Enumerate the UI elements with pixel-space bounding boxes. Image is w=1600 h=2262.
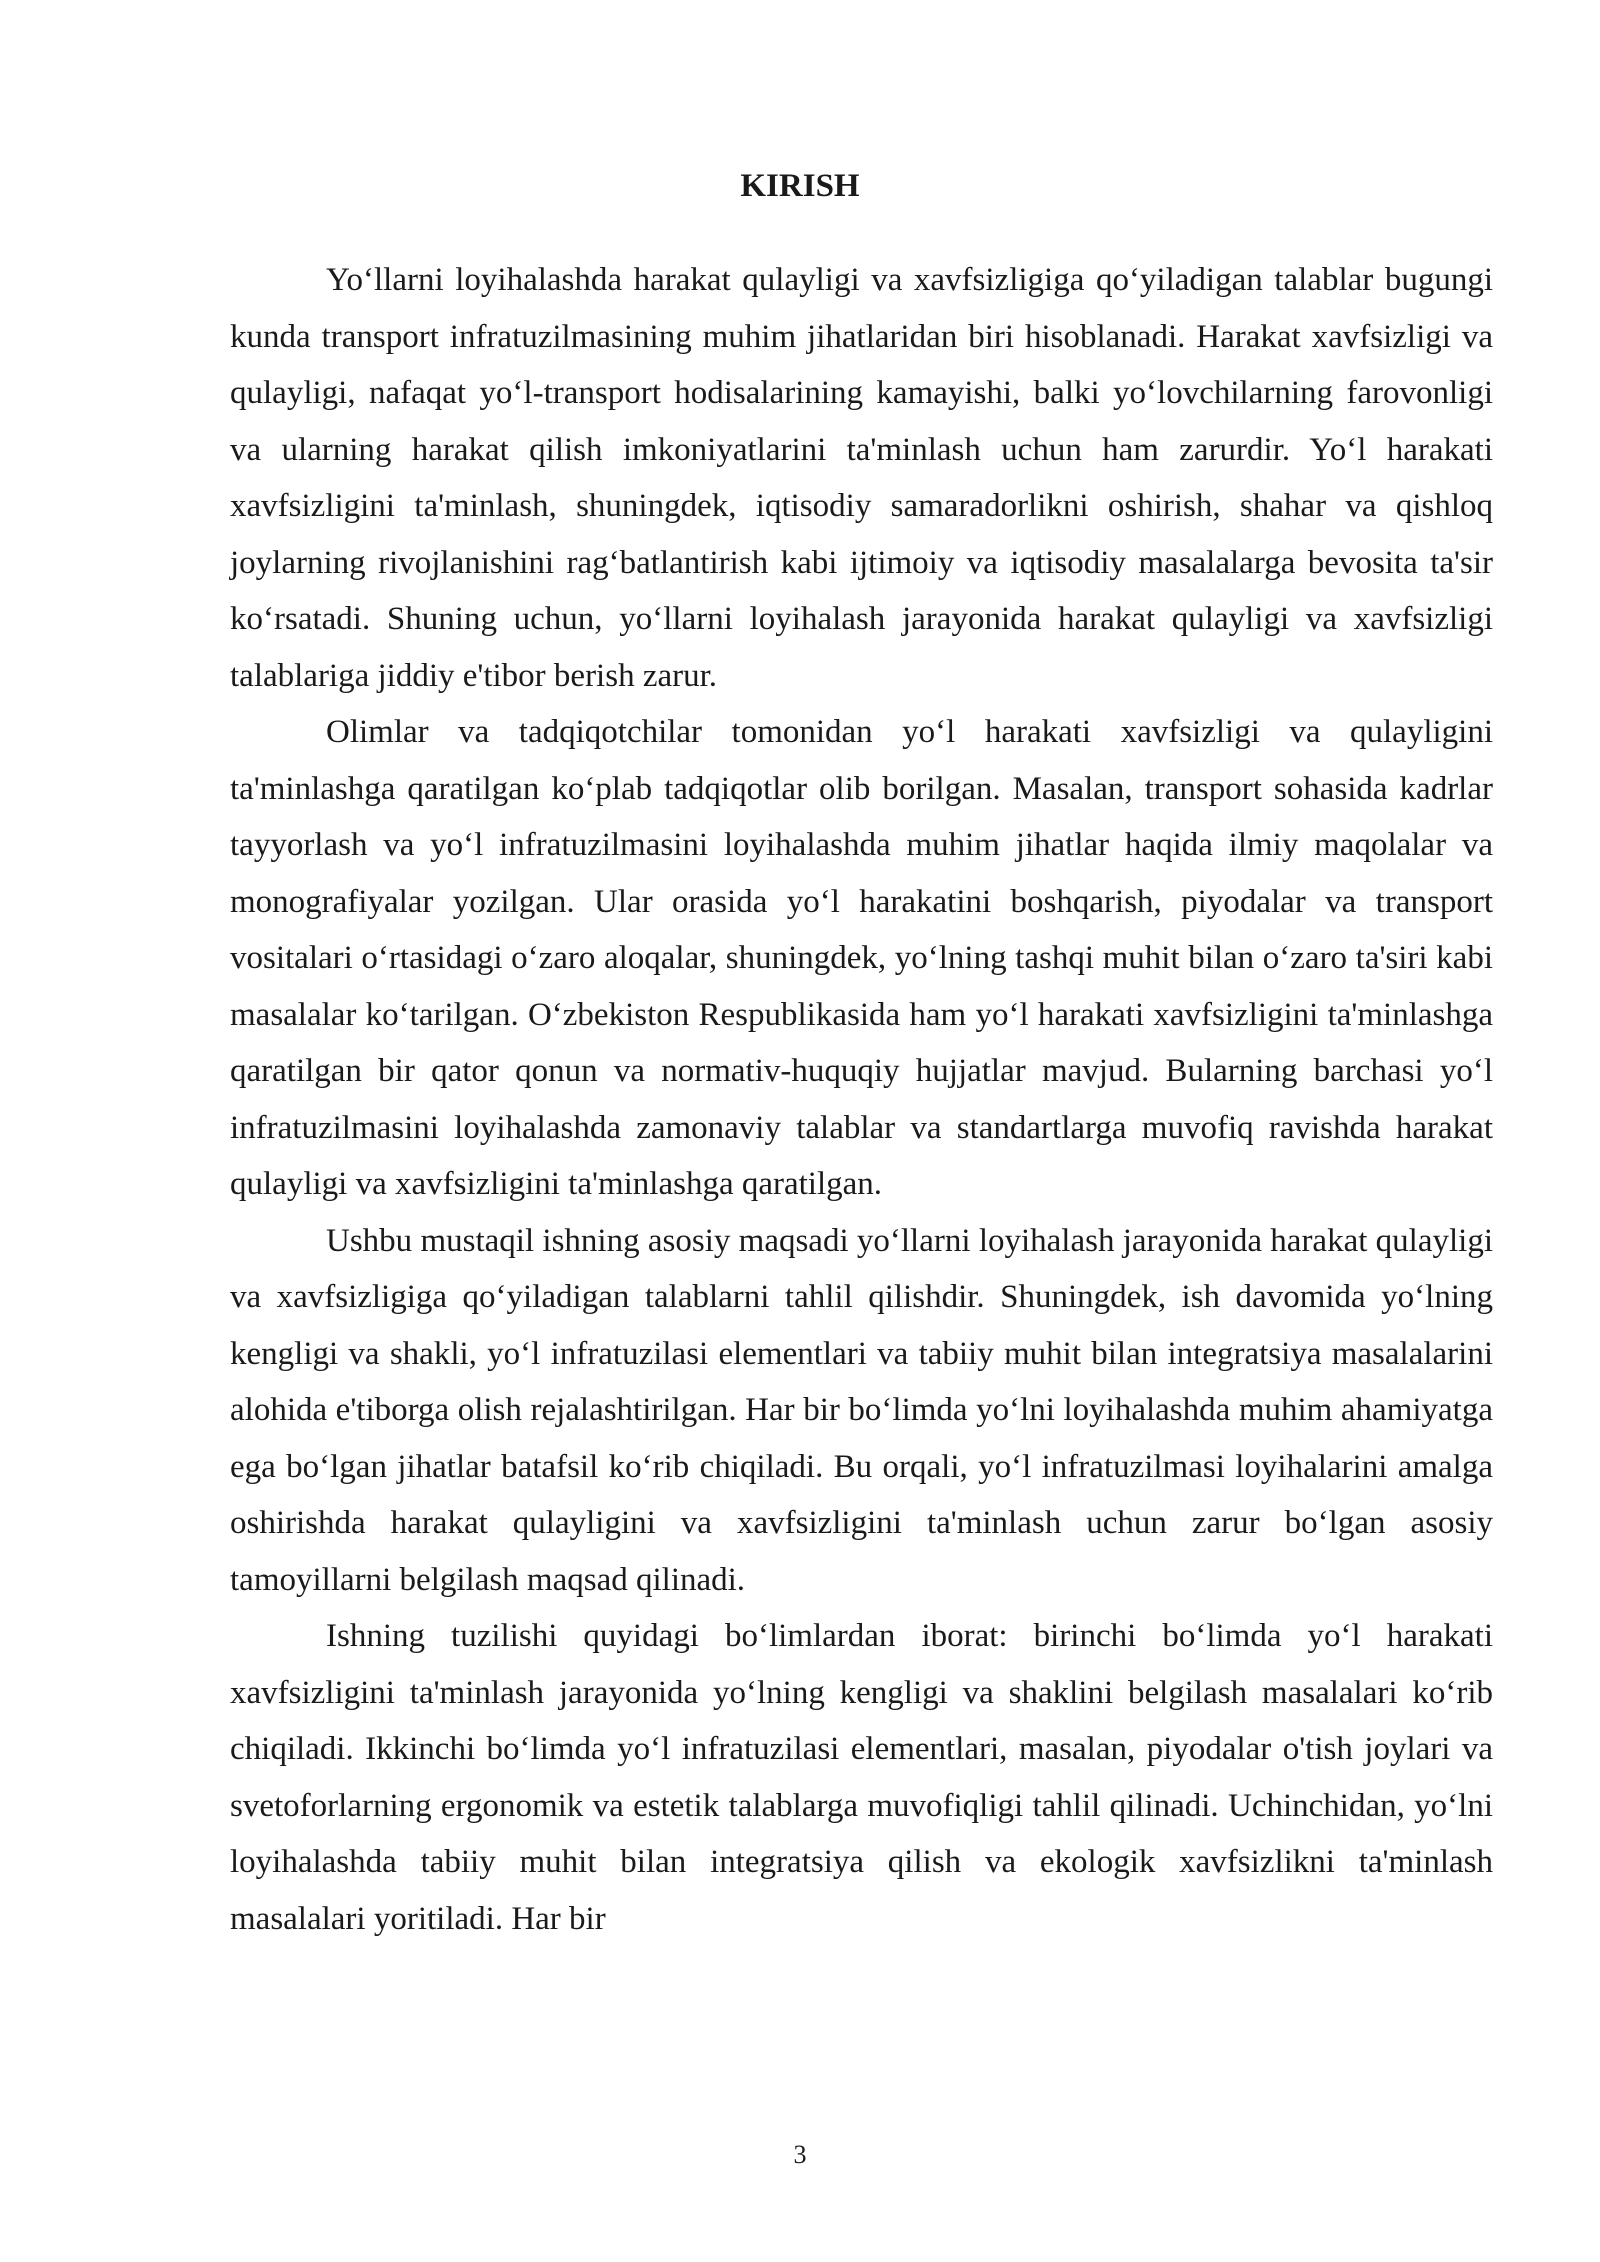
paragraph-3: Ushbu mustaqil ishning asosiy maqsadi yo‘llarni loyihalash jarayonida harakat qulayligi va xavfsizligiga qo‘yiladigan talablarni tahlil qilishdir. Shuningdek, ish davomida yo‘lning kengligi va shakli, yo‘l infratuzilasi elementlari va tabiiy muhit bilan integratsiya masalalarini alohida e'tiborga olish rejalashtirilgan. Har bir bo‘limda yo‘lni loyihalashda muhim ahamiyatga ega bo‘lgan jihatlar batafsil ko‘rib chiqiladi. Bu orqali, yo‘l infratuzilmasi loyihalarini amalga oshirishda harakat qulayligini va xavfsizligini ta'minlash uchun zarur bo‘lgan asosiy tamoyillarni belgilash maqsad qilinadi.: [230, 1222, 1493, 1598]
paragraph-2: Olimlar va tadqiqotchilar tomonidan yo‘l harakati xavfsizligi va qulayligini ta'minlashga qaratilgan ko‘plab tadqiqotlar olib borilgan. Masalan, transport sohasida kadrlar tayyorlash va yo‘l infratuzilmasini loyihalashda muhim jihatlar haqida ilmiy maqolalar va monografiyalar yozilgan. Ular orasida yo‘l harakatini boshqarish, piyodalar va transport vositalari o‘rtasidagi o‘zaro aloqalar, shuningdek, yo‘lning tashqi muhit bilan o‘zaro ta'siri kabi masalalar ko‘tarilgan. O‘zbekiston Respublikasida ham yo‘l harakati xavfsizligini ta'minlashga qaratilgan bir qator qonun va normativ-huquqiy hujjatlar mavjud. Bularning barchasi yo‘l infratuzilmasini loyihalashda zamonaviy talablar va standartlarga muvofiq ravishda harakat qulayligi va xavfsizligini ta'minlashga qaratilgan.: [230, 714, 1493, 1202]
paragraph-1: Yo‘llarni loyihalashda harakat qulayligi va xavfsizligiga qo‘yiladigan talablar bugungi kunda transport infratuzilmasining muhim jihatlaridan biri hisoblanadi. Harakat xavfsizligi va qulayligi, nafaqat yo‘l-transport hodisalarining kamayishi, balki yo‘lovchilarning farovonligi va ularning harakat qilish imkoniyatlarini ta'minlash uchun ham zarurdir. Yo‘l harakati xavfsizligini ta'minlash, shuningdek, iqtisodiy samaradorlikni oshirish, shahar va qishloq joylarning rivojlanishini rag‘batlantirish kabi ijtimoiy va iqtisodiy masalalarga bevosita ta'sir ko‘rsatadi. Shuning uchun, yo‘llarni loyihalash jarayonida harakat qulayligi va xavfsizligi talablariga jiddiy e'tibor berish zarur.: [230, 262, 1493, 694]
section-title: KIRISH: [740, 168, 860, 204]
page-number: 3: [793, 2140, 807, 2169]
paragraph-4: Ishning tuzilishi quyidagi bo‘limlardan iborat: birinchi bo‘limda yo‘l harakati xavfsizligini ta'minlash jarayonida yo‘lning kengligi va shaklini belgilash masalalari ko‘rib chiqiladi. Ikkinchi bo‘limda yo‘l infratuzilasi elementlari, masalan, piyodalar o'tish joylari va svetoforlarning ergonomik va estetik talablarga muvofiqligi tahlil qilinadi. Uchinchidan, yo‘lni loyihalashda tabiiy muhit bilan integratsiya qilish va ekologik xavfsizlikni ta'minlash masalalari yoritiladi. Har bir: [230, 1618, 1493, 1937]
body-text: [230, 252, 1493, 1947]
